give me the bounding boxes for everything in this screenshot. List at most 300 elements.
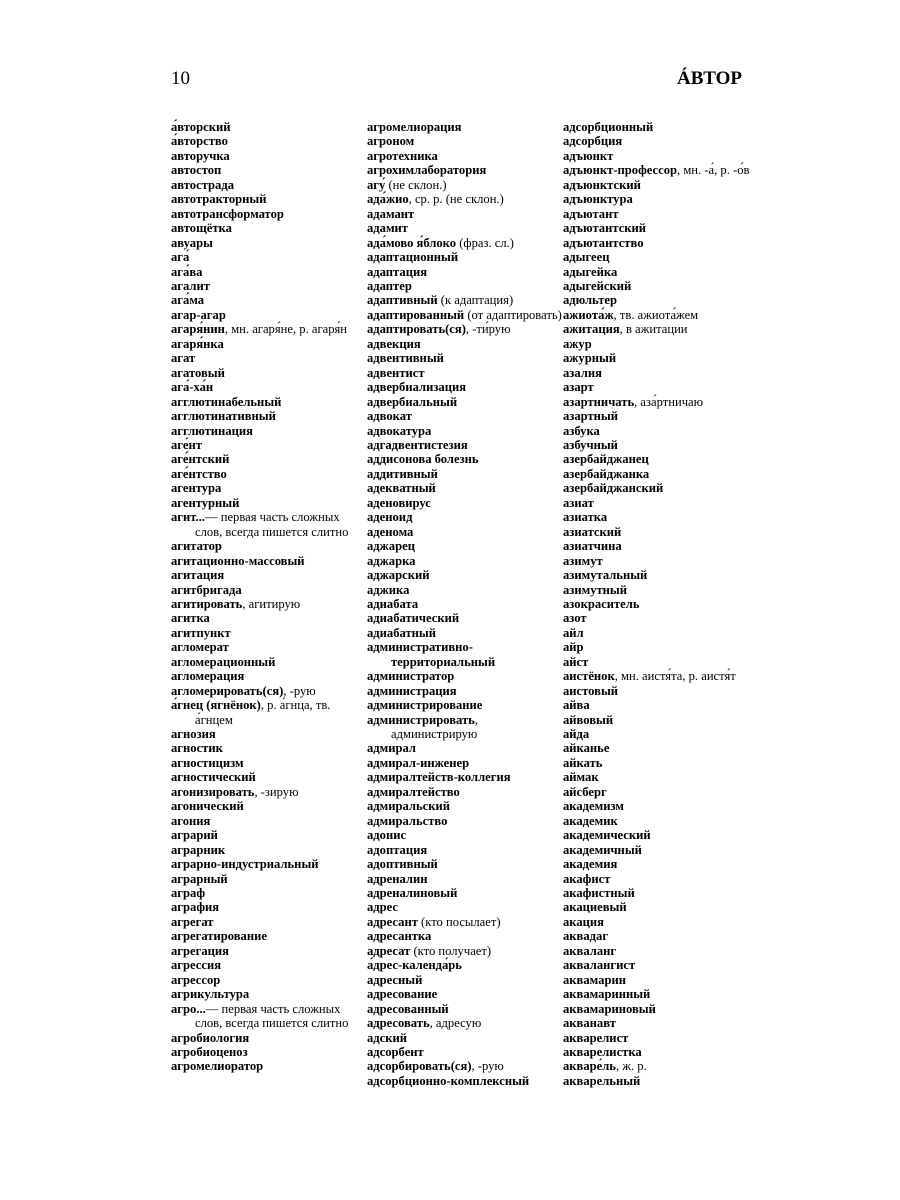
- dictionary-entry: [171, 568, 367, 582]
- dictionary-entry: [563, 163, 759, 177]
- entry-headword: адвекция: [367, 336, 421, 351]
- entry-headword: азарт: [563, 380, 594, 395]
- entry-headword: айкать: [563, 755, 603, 770]
- dictionary-entry: [171, 467, 367, 481]
- dictionary-entry: [563, 857, 759, 871]
- entry-headword: а́вторский: [171, 120, 231, 134]
- entry-headword: агу́: [367, 177, 386, 192]
- entry-headword: аквадаг: [563, 929, 609, 944]
- dictionary-entry: [367, 684, 563, 698]
- dictionary-entry: [171, 843, 367, 857]
- dictionary-entry: [563, 611, 759, 625]
- entry-grammar-note: , аза́ртничаю: [634, 394, 704, 409]
- entry-headword: агробиология: [171, 1030, 250, 1045]
- dictionary-entry: [171, 727, 367, 741]
- dictionary-entry: [171, 510, 367, 539]
- entry-headword: агностический: [171, 770, 256, 785]
- entry-grammar-note: , мн. аистя́та, р. аистя́т: [614, 669, 736, 684]
- dictionary-entry: [563, 756, 759, 770]
- entry-headword: ада́мово я́блоко: [367, 235, 457, 250]
- dictionary-entry: [171, 395, 367, 409]
- entry-headword: адмирал: [367, 741, 416, 756]
- dictionary-entry: [367, 322, 563, 336]
- page-number: 10: [171, 68, 190, 89]
- entry-headword: агитпункт: [171, 625, 231, 640]
- entry-headword: агрегат: [171, 914, 214, 929]
- entry-headword: агентура: [171, 481, 222, 496]
- entry-headword: администрация: [367, 683, 457, 698]
- dictionary-column-2: [367, 120, 563, 1088]
- dictionary-entry: [563, 149, 759, 163]
- entry-headword: адсорбировать(ся): [367, 1059, 472, 1074]
- dictionary-entry: [563, 640, 759, 654]
- entry-headword: а́вторство: [171, 134, 228, 149]
- dictionary-entry: [171, 886, 367, 900]
- dictionary-entry: [563, 915, 759, 929]
- entry-headword: аддитивный: [367, 466, 438, 481]
- entry-headword: акациевый: [563, 900, 627, 915]
- entry-headword: агротехника: [367, 148, 438, 163]
- entry-grammar-note: , ж. р.: [615, 1059, 647, 1074]
- entry-grammar-note: , -зирую: [254, 784, 299, 799]
- entry-grammar-note: , мн. -а́, р. -о́в: [677, 163, 750, 178]
- entry-headword: авторучка: [171, 148, 230, 163]
- entry-headword: адвербиальный: [367, 394, 458, 409]
- dictionary-entry: [171, 178, 367, 192]
- entry-headword: аджарец: [367, 539, 415, 554]
- entry-headword: адресовать: [367, 1016, 430, 1031]
- dictionary-entry: [367, 973, 563, 987]
- entry-headword: азартничать: [563, 394, 635, 409]
- dictionary-entry: [367, 293, 563, 307]
- entry-headword: агглютинабельный: [171, 394, 282, 409]
- dictionary-entry: [367, 713, 563, 742]
- dictionary-entry: [563, 510, 759, 524]
- entry-headword: адаптационный: [367, 250, 459, 265]
- entry-headword: адиабатический: [367, 611, 460, 626]
- entry-headword: авуары: [171, 235, 213, 250]
- entry-grammar-note: , -рую: [471, 1059, 504, 1074]
- entry-headword: адмиралтейство: [367, 784, 460, 799]
- dictionary-entry: [171, 987, 367, 1001]
- entry-headword: айст: [563, 654, 589, 669]
- dictionary-entry: [367, 987, 563, 1001]
- dictionary-entry: [171, 351, 367, 365]
- entry-headword: автотракторный: [171, 192, 267, 207]
- dictionary-entry: [367, 698, 563, 712]
- dictionary-entry: [563, 438, 759, 452]
- entry-headword: агонизировать: [171, 784, 255, 799]
- dictionary-entry: [563, 467, 759, 481]
- entry-headword: агрикультура: [171, 987, 250, 1002]
- dictionary-entry: [367, 452, 563, 466]
- dictionary-entry: [563, 741, 759, 755]
- entry-headword: автотрансформатор: [171, 206, 284, 221]
- dictionary-entry: [563, 770, 759, 784]
- entry-headword: азербайджанка: [563, 466, 650, 481]
- dictionary-entry: [563, 843, 759, 857]
- dictionary-entry: [563, 626, 759, 640]
- dictionary-entry: [367, 279, 563, 293]
- entry-headword: азиатка: [563, 510, 608, 525]
- entry-headword: адъюнктский: [563, 177, 641, 192]
- entry-headword: адиабатный: [367, 625, 437, 640]
- entry-headword: аджарка: [367, 553, 416, 568]
- dictionary-entry: [563, 568, 759, 582]
- dictionary-entry: [367, 510, 563, 524]
- entry-headword: аддисонова болезнь: [367, 452, 479, 467]
- dictionary-entry: [563, 424, 759, 438]
- dictionary-entry: [563, 1074, 759, 1088]
- dictionary-entry: [171, 322, 367, 336]
- dictionary-entry: [367, 756, 563, 770]
- entry-headword: агитировать: [171, 596, 243, 611]
- entry-headword: акафистный: [563, 886, 635, 901]
- entry-headword: ада́жио: [367, 192, 409, 207]
- dictionary-entry: [171, 828, 367, 842]
- entry-headword: акваланг: [563, 943, 617, 958]
- dictionary-entry: [563, 308, 759, 322]
- entry-headword: академик: [563, 813, 618, 828]
- dictionary-entry: [563, 698, 759, 712]
- entry-headword: автощётка: [171, 221, 232, 236]
- dictionary-entry: [171, 597, 367, 611]
- entry-headword: агентурный: [171, 495, 240, 510]
- entry-headword: акваре́ль: [563, 1059, 616, 1074]
- dictionary-entry: [367, 163, 563, 177]
- entry-headword: адресантка: [367, 929, 432, 944]
- dictionary-entry: [563, 799, 759, 813]
- entry-headword: агломерат: [171, 640, 229, 655]
- entry-headword: агроном: [367, 134, 415, 149]
- entry-headword: акванавт: [563, 1016, 616, 1031]
- dictionary-entry: [367, 409, 563, 423]
- entry-headword: азот: [563, 611, 587, 626]
- dictionary-entry: [171, 857, 367, 871]
- entry-headword: айр: [563, 640, 584, 655]
- entry-headword: аге́нтский: [171, 452, 230, 467]
- dictionary-entry: [171, 380, 367, 394]
- dictionary-entry: [367, 250, 563, 264]
- dictionary-entry: [563, 669, 759, 683]
- dictionary-entry: [563, 886, 759, 900]
- dictionary-entry: [171, 929, 367, 943]
- entry-headword: агломерационный: [171, 654, 276, 669]
- dictionary-entry: [171, 163, 367, 177]
- dictionary-entry: [367, 785, 563, 799]
- dictionary-entry: [171, 958, 367, 972]
- dictionary-entry: [367, 134, 563, 148]
- entry-headword: айвовый: [563, 712, 614, 727]
- dictionary-entry: [563, 1002, 759, 1016]
- entry-headword: азбучный: [563, 437, 618, 452]
- dictionary-entry: [367, 900, 563, 914]
- dictionary-entry: [367, 944, 563, 958]
- entry-headword: агглютинация: [171, 423, 253, 438]
- entry-headword: адвентивный: [367, 351, 444, 366]
- entry-headword: агрохимлаборатория: [367, 163, 487, 178]
- entry-grammar-note: — первая часть сложных слов, всегда пишется слитно: [195, 510, 349, 539]
- entry-headword: агатовый: [171, 365, 225, 380]
- entry-headword: ажитация: [563, 322, 620, 337]
- dictionary-entry: [563, 684, 759, 698]
- dictionary-entry: [367, 265, 563, 279]
- entry-headword: администратор: [367, 669, 455, 684]
- dictionary-entry: [171, 192, 367, 206]
- dictionary-entry: [171, 207, 367, 221]
- dictionary-entry: [367, 149, 563, 163]
- entry-grammar-note: , мн. агаря́не, р. агаря́н: [224, 322, 348, 337]
- entry-headword: айда: [563, 727, 590, 742]
- dictionary-entry: [563, 250, 759, 264]
- entry-headword: адъюнкт-профессор: [563, 163, 678, 178]
- entry-headword: адъютант: [563, 206, 619, 221]
- dictionary-entry: [171, 973, 367, 987]
- entry-headword: азербайджанский: [563, 481, 664, 496]
- dictionary-entry: [171, 134, 367, 148]
- entry-headword: агро...: [171, 1001, 206, 1016]
- entry-headword: агностик: [171, 741, 223, 756]
- entry-headword: адресованный: [367, 1001, 449, 1016]
- dictionary-entry: [367, 424, 563, 438]
- entry-headword: азимутальный: [563, 568, 648, 583]
- dictionary-entry: [367, 366, 563, 380]
- entry-headword: административно-территориальный: [367, 640, 496, 669]
- entry-headword: агония: [171, 813, 211, 828]
- dictionary-entry: [563, 496, 759, 510]
- dictionary-entry: [563, 207, 759, 221]
- entry-headword: ага́-ха́н: [171, 380, 214, 395]
- running-head: ÁВТОР: [677, 68, 742, 89]
- entry-grammar-note: (кто получает): [410, 943, 492, 958]
- entry-grammar-note: — первая часть сложных слов, всегда пишется слитно: [195, 1001, 349, 1031]
- entry-headword: азербайджанец: [563, 452, 649, 467]
- entry-headword: азбука: [563, 423, 600, 438]
- entry-grammar-note: , адресую: [429, 1016, 482, 1031]
- dictionary-entry: [563, 929, 759, 943]
- dictionary-entry: [367, 395, 563, 409]
- dictionary-entry: [367, 525, 563, 539]
- entry-headword: а́дрес-календа́рь: [367, 958, 462, 973]
- dictionary-entry: [171, 944, 367, 958]
- entry-headword: аденовирус: [367, 495, 431, 510]
- dictionary-entry: [171, 481, 367, 495]
- entry-headword: адрес: [367, 900, 399, 915]
- entry-headword: ага́ва: [171, 264, 203, 279]
- entry-grammar-note: , р. а́гнца, тв. а́гнцем: [195, 698, 331, 727]
- entry-headword: азимут: [563, 553, 603, 568]
- entry-headword: адекватный: [367, 481, 436, 496]
- entry-headword: адъюнкт: [563, 148, 614, 163]
- dictionary-entry: [563, 366, 759, 380]
- dictionary-entry: [171, 265, 367, 279]
- dictionary-entry: [367, 467, 563, 481]
- dictionary-entry: [367, 799, 563, 813]
- dictionary-entry: [367, 539, 563, 553]
- entry-headword: адмирал-инженер: [367, 755, 470, 770]
- entry-headword: автострада: [171, 177, 234, 192]
- entry-headword: адресат: [367, 943, 411, 958]
- entry-headword: академизм: [563, 799, 624, 814]
- entry-headword: адоптивный: [367, 857, 438, 872]
- dictionary-entry: [367, 857, 563, 871]
- entry-headword: азалия: [563, 365, 602, 380]
- dictionary-entry: [367, 481, 563, 495]
- dictionary-entry: [563, 554, 759, 568]
- entry-headword: аджарский: [367, 568, 430, 583]
- entry-headword: аквалангист: [563, 958, 636, 973]
- dictionary-entry: [171, 1002, 367, 1031]
- entry-headword: адресование: [367, 987, 438, 1002]
- dictionary-entry: [563, 944, 759, 958]
- entry-headword: а́гнец (ягнёнок): [171, 698, 261, 713]
- dictionary-entry: [563, 265, 759, 279]
- dictionary-entry: [563, 192, 759, 206]
- dictionary-entry: [171, 539, 367, 553]
- entry-headword: аграрный: [171, 871, 228, 886]
- entry-headword: адмиральство: [367, 813, 448, 828]
- dictionary-entry: [563, 973, 759, 987]
- dictionary-entry: [563, 727, 759, 741]
- entry-headword: айл: [563, 625, 584, 640]
- dictionary-entry: [367, 843, 563, 857]
- entry-grammar-note: (фраз. сл.): [456, 235, 514, 250]
- dictionary-entry: [367, 337, 563, 351]
- entry-headword: агломерация: [171, 669, 245, 684]
- entry-headword: аистёнок: [563, 669, 615, 684]
- dictionary-entry: [171, 1045, 367, 1059]
- entry-headword: аденома: [367, 524, 414, 539]
- dictionary-entry: [171, 626, 367, 640]
- dictionary-entry: [171, 554, 367, 568]
- entry-headword: айва: [563, 698, 590, 713]
- dictionary-entry: [171, 1031, 367, 1045]
- dictionary-entry: [367, 1016, 563, 1030]
- entry-grammar-note: , -ти́рую: [465, 322, 511, 337]
- entry-headword: аге́нт: [171, 437, 202, 452]
- dictionary-entry: [563, 1016, 759, 1030]
- entry-headword: акварельный: [563, 1073, 641, 1088]
- entry-headword: акафист: [563, 871, 611, 886]
- dictionary-entry: [563, 279, 759, 293]
- dictionary-column-1: [171, 120, 367, 1074]
- entry-headword: агат: [171, 351, 196, 366]
- dictionary-entry: [563, 351, 759, 365]
- dictionary-entry: [171, 915, 367, 929]
- dictionary-entry: [171, 452, 367, 466]
- entry-headword: адсорбент: [367, 1045, 424, 1059]
- dictionary-entry: [367, 1059, 563, 1073]
- dictionary-entry: [171, 770, 367, 784]
- dictionary-entry: [563, 178, 759, 192]
- entry-headword: адъютантский: [563, 221, 647, 236]
- entry-headword: агит...: [171, 510, 205, 525]
- dictionary-entry: [563, 221, 759, 235]
- dictionary-entry: [563, 785, 759, 799]
- dictionary-entry: [367, 308, 563, 322]
- entry-headword: адамант: [367, 206, 415, 221]
- dictionary-entry: [563, 481, 759, 495]
- entry-headword: агромелиорация: [367, 120, 462, 134]
- entry-headword: адыгеец: [563, 250, 610, 265]
- dictionary-entry: [563, 120, 759, 134]
- dictionary-entry: [171, 799, 367, 813]
- dictionary-entry: [563, 395, 759, 409]
- dictionary-entry: [563, 872, 759, 886]
- dictionary-entry: [563, 134, 759, 148]
- dictionary-entry: [171, 741, 367, 755]
- dictionary-entry: [563, 828, 759, 842]
- entry-headword: аймак: [563, 770, 599, 785]
- entry-headword: адвокат: [367, 409, 412, 424]
- dictionary-entry: [563, 236, 759, 250]
- dictionary-entry: [171, 337, 367, 351]
- dictionary-entry: [367, 958, 563, 972]
- entry-headword: агрессия: [171, 958, 222, 973]
- entry-headword: азимутный: [563, 582, 628, 597]
- dictionary-entry: [563, 525, 759, 539]
- entry-headword: агитация: [171, 568, 225, 583]
- dictionary-entry: [367, 1031, 563, 1045]
- dictionary-entry: [367, 915, 563, 929]
- dictionary-entry: [367, 380, 563, 394]
- dictionary-entry: [563, 814, 759, 828]
- dictionary-entry: [171, 1059, 367, 1073]
- dictionary-entry: [367, 192, 563, 206]
- entry-grammar-note: , администрирую: [391, 712, 478, 742]
- entry-headword: агностицизм: [171, 755, 244, 770]
- entry-headword: аджика: [367, 582, 410, 597]
- dictionary-entry: [367, 669, 563, 683]
- entry-headword: адмиралтейств-коллегия: [367, 770, 511, 785]
- entry-headword: адресный: [367, 972, 423, 987]
- entry-headword: акварелист: [563, 1030, 629, 1045]
- dictionary-entry: [563, 409, 759, 423]
- entry-headword: агромелиоратор: [171, 1059, 264, 1074]
- dictionary-entry: [367, 886, 563, 900]
- dictionary-entry: [171, 293, 367, 307]
- entry-grammar-note: (к адаптация): [437, 293, 514, 308]
- dictionary-entry: [367, 929, 563, 943]
- dictionary-entry: [563, 539, 759, 553]
- entry-headword: адиабата: [367, 596, 419, 611]
- entry-headword: адсорбционный: [563, 120, 654, 134]
- entry-headword: акация: [563, 914, 604, 929]
- dictionary-entry: [367, 221, 563, 235]
- dictionary-entry: [367, 1045, 563, 1059]
- entry-headword: аграфия: [171, 900, 220, 915]
- dictionary-entry: [563, 322, 759, 336]
- entry-headword: аквамарин: [563, 972, 626, 987]
- dictionary-entry: [171, 756, 367, 770]
- entry-headword: адъюнктура: [563, 192, 633, 207]
- dictionary-entry: [367, 741, 563, 755]
- entry-headword: аграф: [171, 886, 206, 901]
- entry-headword: автостоп: [171, 163, 222, 178]
- entry-headword: адреналиновый: [367, 886, 458, 901]
- dictionary-entry: [171, 366, 367, 380]
- dictionary-entry: [171, 120, 367, 134]
- entry-headword: азартный: [563, 409, 619, 424]
- dictionary-entry: [563, 380, 759, 394]
- entry-headword: азокраситель: [563, 596, 640, 611]
- entry-headword: администрировать: [367, 712, 475, 727]
- dictionary-entry: [563, 452, 759, 466]
- dictionary-entry: [171, 684, 367, 698]
- dictionary-entry: [171, 669, 367, 683]
- dictionary-entry: [171, 814, 367, 828]
- dictionary-entry: [171, 149, 367, 163]
